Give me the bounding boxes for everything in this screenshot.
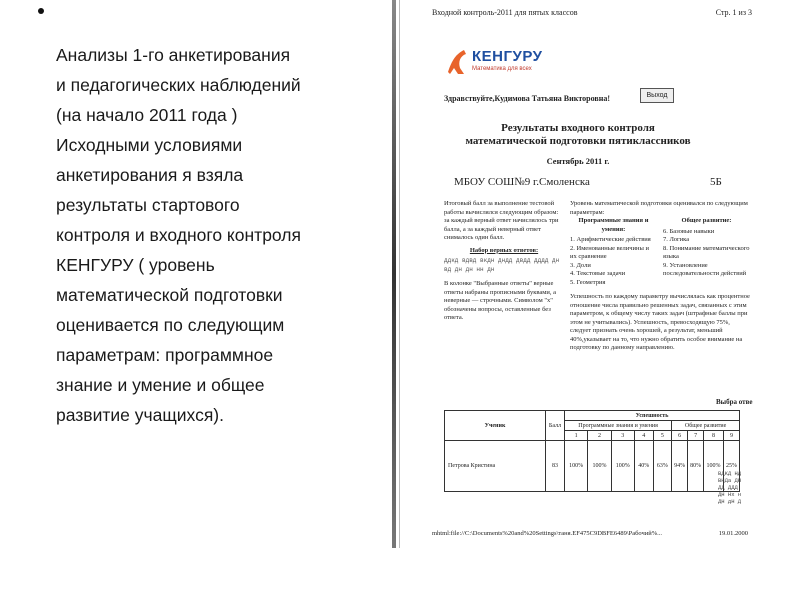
slide-text-line: развитие учащихся). [56,405,224,425]
param-number: 9 [723,431,739,441]
general-column-header: Общее развитие [672,421,740,431]
param-number: 5 [653,431,672,441]
slide-text-line: (на начало 2011 года ) [56,105,238,125]
greeting-text: Здравствуйте,Кудимова Татьяна Викторовна! [444,94,611,103]
scan-footer-path: mhtml:file://C:\Documents%20and%20Settings\таня.EF475C9DBFE6489\Рабочий%... [432,530,663,537]
program-item: 4. Текстовые задачи [570,270,626,277]
scan-right-column [570,200,750,353]
answers-list: ддкд вдвд вкдн дндд двдд дддд дн вд дн дн нн дн [444,257,560,273]
success-value: 40% [634,441,653,492]
logo-wordmark: КЕНГУРУ [472,48,543,65]
program-item: 2. Именованные величины и их сравнение [570,244,649,260]
param-number: 2 [588,431,611,441]
kenguru-logo [444,46,543,78]
program-item: 5. Геометрия [570,278,606,286]
param-number: 6 [672,431,688,441]
general-development-list [663,217,750,287]
slide-text-line: параметрам: программное [56,345,274,365]
param-number: 1 [565,431,588,441]
results-title-line1: Результаты входного контроля [501,122,655,134]
chosen-answers-header: Выбра отве [716,398,753,406]
results-title-line2: математической подготовки пятиклассников [465,135,691,147]
slide-body-text [56,40,376,430]
general-item: 8. Понимание математического языка [663,244,750,260]
slide-text-line: анкетирования я взяла [56,165,244,185]
general-heading: Общее развитие: [681,217,732,224]
param-number: 7 [688,431,704,441]
scan-header-left: Входной контроль-2011 для пятых классов [432,8,578,17]
success-value: 100% [611,441,634,492]
parameters-intro: Уровень математической подготовки оценивался по следующим параметрам: [570,200,748,216]
slide-text-line: оценивается по следующим [56,315,285,335]
scanned-document [392,0,764,548]
slide-text-line: Анализы 1-го анкетирования [56,45,291,65]
success-value: 100% [565,441,588,492]
param-number: 3 [611,431,634,441]
table-row [445,441,740,492]
slide-text-line: КЕНГУРУ ( уровень [56,255,215,275]
bullet-point [38,8,44,14]
student-column-header: Ученик [445,411,546,441]
general-item: 7. Логика [663,236,690,243]
scan-edge [392,0,396,548]
scoring-paragraph: Итоговый балл за выполнение тестовой работы вычислялся следующим образом: за каждый верный ответ начислялось три балла, а за каждый неверный ответ снималось один балл. [444,200,559,241]
program-heading: Программные знания и умения: [578,217,649,233]
scan-left-column [444,200,564,323]
scan-footer-date: 19.01.2000 [718,530,748,537]
general-item: 9. Установление последовательности действий [663,261,747,277]
slide-text-line: знание и умение и общее [56,375,265,395]
results-date: Сентябрь 2011 г. [546,156,610,166]
success-value: 100% [704,441,724,492]
scan-page-number: Стр. 1 из 3 [715,8,752,17]
success-value: 25% [723,441,739,492]
success-value: 94% [672,441,688,492]
general-item: 6. Базовые навыки [663,227,715,235]
school-name: МБОУ СОШ№9 г.Смоленска [454,176,590,188]
score-column-header: Балл [546,411,565,441]
table-header-row [445,411,740,421]
program-knowledge-list [570,217,657,287]
param-number: 4 [634,431,653,441]
chosen-answers-fragment: ВДКД НД ВНДа ДН ДД ДДД ДН Нх н ДН дН Д [718,470,742,505]
program-item: 1. Арифметические действия [570,236,651,243]
student-name: Петрова Кристина [445,441,546,492]
scan-edge-line [399,0,400,548]
success-column-header: Успешность [565,411,740,421]
class-label: 5Б [710,176,722,188]
exit-button[interactable]: Выход [640,88,674,103]
answers-note-paragraph: В колонке "Выбранные ответы" верные ответы набраны прописными буквами, а неверные — строчными. Символом "х" обозначены вопросы, оставленные без ответа. [444,280,556,321]
success-value: 100% [588,441,611,492]
success-value: 63% [653,441,672,492]
program-column-header: Программные знания и умения [565,421,672,431]
kangaroo-icon [444,46,470,76]
logo-tagline: Математика для всех [472,66,532,72]
results-table [444,410,740,492]
answers-heading: Набор верных ответов: [469,246,539,254]
success-value: 80% [688,441,704,492]
slide-text-line: математической подготовки [56,285,283,305]
slide-text-line: Исходными условиями [56,135,243,155]
program-item: 3. Доли [570,261,591,269]
parameters-lists [570,217,750,287]
param-number: 8 [704,431,724,441]
slide-text-line: и педагогических наблюдений [56,75,301,95]
student-score: 83 [546,441,565,492]
slide-text-line: контроля и входного контроля [56,225,301,245]
slide-text-line: результаты стартового [56,195,240,215]
success-paragraph: Успешность по каждому параметру вычислялась как процентное отношение числа правильно решенных задач, связанных с этим параметром, к общему числу таких задач (штрафные баллы при этом не учитывались). Успешность, превосходящую 75%, следует признать очень хорошей, а результат, меньший 40%,указывает на то, что нужно обратить особое внимание на подготовку по данному направлению. [570,293,750,351]
